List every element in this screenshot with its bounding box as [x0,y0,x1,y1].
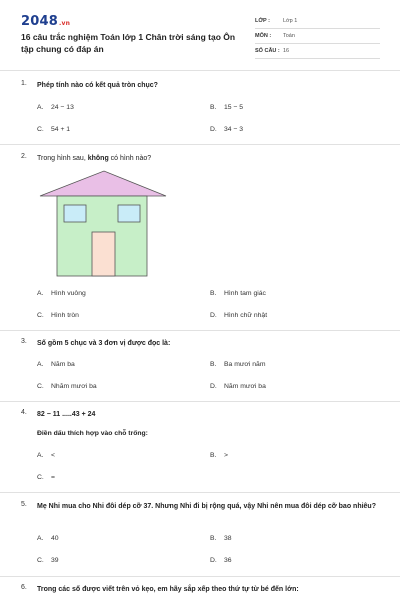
option-d[interactable] [210,312,267,319]
divider [0,330,400,331]
option-d[interactable] [210,126,243,133]
question-number: 2. [21,153,27,160]
option-c[interactable] [37,474,55,481]
house-window-right [118,205,140,222]
option-d[interactable] [210,383,266,390]
option-letter: C. [37,474,44,481]
divider [0,492,400,493]
question-number: 5. [21,501,27,508]
question-number: 6. [21,584,27,591]
option-letter: D. [210,312,217,319]
question-text: 82 − 11 .....43 + 24 [37,411,96,418]
question-text [37,153,382,164]
meta-value: 16 [283,48,290,54]
option-letter: A. [37,290,44,297]
option-b[interactable] [210,290,266,297]
question-number: 1. [21,80,27,87]
option-letter: D. [210,557,217,564]
document-title: 16 câu trắc nghiệm Toán lớp 1 Chân trời sáng tạo Ôn tập chung có đáp án [21,32,236,54]
option-text: Hình vuông [51,290,86,297]
option-b[interactable] [210,535,232,542]
option-text: Hình chữ nhật [224,312,268,319]
option-text: Năm ba [51,361,75,368]
house-door [92,232,115,276]
option-letter: C. [37,312,44,319]
meta-key: LỚP : [255,18,270,24]
option-letter: A. [37,535,44,542]
option-letter: B. [210,104,217,111]
divider [0,144,400,145]
option-text: 34 − 3 [224,126,244,133]
option-letter: D. [210,126,217,133]
divider [0,401,400,402]
question-text-pre: Trong hình sau, [37,155,88,162]
option-text: Hình tam giác [224,290,266,297]
option-c[interactable] [37,557,59,564]
option-letter: B. [210,290,217,297]
logo-text: 2048 [21,14,58,29]
option-text: 24 − 13 [51,104,74,111]
option-text: Năm mươi ba [224,383,266,390]
question-text-post: có hình nào? [108,155,152,162]
question-text: Mẹ Nhi mua cho Nhi đôi dép cỡ 37. Nhưng Nhi đi bị rộng quá, vậy Nhi nên mua đôi dép cỡ bao nhiêu? [37,503,376,510]
option-text: > [224,452,228,459]
meta-grade [255,14,380,29]
question-text: Phép tính nào có kết quả tròn chục? [37,82,158,89]
document-meta [255,14,380,59]
option-letter: C. [37,383,44,390]
option-c[interactable] [37,312,79,319]
option-text: Ba mươi năm [224,361,266,368]
option-b[interactable] [210,361,266,368]
option-letter: A. [37,452,44,459]
option-text: 38 [224,535,232,542]
question-text: Trong các số được viết trên vỏ kẹo, em hãy sắp xếp theo thứ tự từ bé đến lớn: [37,586,299,593]
meta-value: Toán [283,33,295,39]
site-logo[interactable] [21,14,70,29]
meta-subject [255,29,380,44]
question-number: 3. [21,338,27,345]
option-a[interactable] [37,361,75,368]
house-figure [38,170,170,280]
document-header [0,0,400,70]
meta-key: MÔN : [255,33,272,39]
option-a[interactable] [37,452,55,459]
option-b[interactable] [210,452,228,459]
option-b[interactable] [210,104,243,111]
option-letter: B. [210,535,217,542]
option-letter: B. [210,361,217,368]
option-a[interactable] [37,104,74,111]
meta-value: Lớp 1 [283,18,298,24]
question-instruction: Điền dấu thích hợp vào chỗ trống: [37,430,148,437]
meta-key: SỐ CÂU : [255,48,280,54]
option-text: 54 + 1 [51,126,71,133]
option-text: Nhăm mươi ba [51,383,97,390]
option-a[interactable] [37,290,86,297]
option-letter: B. [210,452,217,459]
option-text: 39 [51,557,59,564]
question-number: 4. [21,409,27,416]
option-c[interactable] [37,126,70,133]
option-c[interactable] [37,383,97,390]
option-text: < [51,452,55,459]
logo-suffix: .vn [58,20,71,27]
option-a[interactable] [37,535,59,542]
option-letter: C. [37,126,44,133]
option-text: Hình tròn [51,312,79,319]
option-text: = [51,474,55,481]
meta-question-count [255,44,380,59]
house-roof [40,171,166,196]
option-letter: C. [37,557,44,564]
option-letter: A. [37,361,44,368]
question-text: Số gồm 5 chục và 3 đơn vị được đọc là: [37,340,171,347]
question-text-emphasis: không [87,155,109,162]
option-letter: D. [210,383,217,390]
option-text: 15 − 5 [224,104,244,111]
divider [0,576,400,577]
option-text: 36 [224,557,232,564]
divider [0,70,400,71]
option-d[interactable] [210,557,232,564]
house-window-left [64,205,86,222]
option-text: 40 [51,535,59,542]
option-letter: A. [37,104,44,111]
